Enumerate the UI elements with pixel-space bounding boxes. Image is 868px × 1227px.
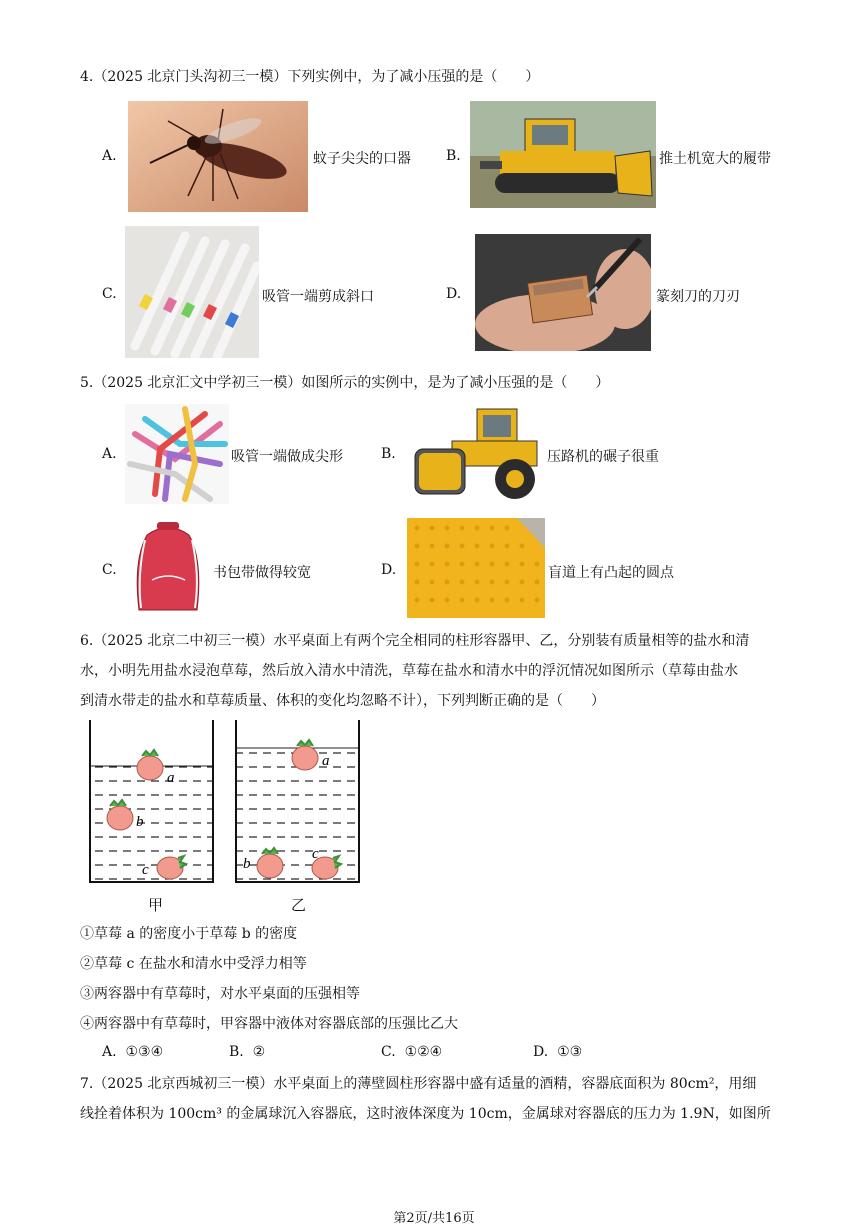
q6-choice-a-text: ①③④: [125, 1044, 164, 1060]
q5-option-b-text: 压路机的碾子很重: [547, 449, 659, 465]
q5-option-c-label: C.: [102, 562, 117, 578]
q6-choice-a-label: A.: [102, 1044, 117, 1060]
strawberry-containers-figure: [80, 718, 370, 918]
q4-stem: 4.（2025 北京门头沟初三一模）下列实例中，为了减小压强的是（ ）: [80, 69, 540, 85]
q5-option-a-text: 吸管一端做成尖形: [231, 449, 343, 465]
q6-stem-line-1: 6.（2025 北京二中初三一模）水平桌面上有两个完全相同的柱形容器甲、乙，分别装有质量相等的盐水和清: [80, 633, 750, 649]
q6-choice-d-text: ①③: [557, 1044, 583, 1060]
q5-option-a-label: A.: [102, 446, 117, 462]
q6-choice-c-label: C.: [381, 1044, 396, 1060]
q6-statement-3: ③两容器中有草莓时，对水平桌面的压强相等: [80, 986, 360, 1002]
mosquito-image: [128, 101, 308, 212]
q5-option-b-label: B.: [381, 446, 396, 462]
svg-text:a: a: [322, 753, 330, 769]
q6-stem-line-2: 水，小明先用盐水浸泡草莓，然后放入清水中清洗，草莓在盐水和清水中的浮沉情况如图所示（草莓由盐水: [80, 663, 738, 679]
q4-option-c-label: C.: [102, 286, 117, 302]
q6-choice-c-text: ①②④: [404, 1044, 443, 1060]
bulldozer-image: [470, 101, 656, 208]
svg-text:b: b: [243, 856, 251, 872]
q7-stem-line-2: 线拴着体积为 100cm³ 的金属球沉入容器底，这时液体深度为 10cm，金属球对容器底的压力为 1.9N，如图所: [80, 1106, 771, 1122]
pointed-straws-image: [125, 404, 229, 504]
svg-text:a: a: [167, 770, 175, 786]
backpack-image: [127, 520, 210, 618]
q6-choice-c: [381, 1044, 442, 1060]
q6-choice-d-label: D.: [533, 1044, 549, 1060]
q4-option-d-text: 篆刻刀的刀刃: [656, 289, 740, 305]
q6-choice-b: [229, 1044, 265, 1060]
page-footer: 第2页/共16页: [393, 1211, 475, 1226]
q4-option-b-label: B.: [446, 148, 461, 164]
q5-option-c-text: 书包带做得较宽: [213, 565, 311, 581]
q6-statement-1: ①草莓 a 的密度小于草莓 b 的密度: [80, 926, 298, 942]
straws-image: [125, 226, 259, 358]
q6-stem: [80, 626, 796, 716]
svg-text:b: b: [136, 814, 144, 830]
q6-choice-d: [533, 1044, 582, 1060]
q6-statement-4: ④两容器中有草莓时，甲容器中液体对容器底部的压强比乙大: [80, 1016, 458, 1032]
q6-statement-2: ②草莓 c 在盐水和清水中受浮力相等: [80, 956, 307, 972]
carving-knife-image: [475, 234, 651, 351]
q4-option-a-text: 蚊子尖尖的口器: [313, 151, 411, 167]
strawberry-a-left: [137, 750, 163, 780]
strawberry-a-right: [292, 740, 318, 770]
q5-option-d-text: 盲道上有凸起的圆点: [548, 565, 674, 581]
tactile-paving-image: [407, 518, 545, 618]
q5-option-d-label: D.: [381, 562, 397, 578]
q6-stem-line-3: 到清水带走的盐水和草莓质量、体积的变化均忽略不计），下列判断正确的是（ ）: [80, 693, 605, 709]
q4-option-d-label: D.: [446, 286, 462, 302]
q6-choice-b-label: B.: [229, 1044, 244, 1060]
road-roller-image: [407, 401, 544, 505]
q6-choice-b-text: ②: [252, 1044, 266, 1060]
q4-option-b-text: 推土机宽大的履带: [659, 151, 771, 167]
q4-option-c-text: 吸管一端剪成斜口: [262, 289, 374, 305]
svg-text:c: c: [312, 846, 319, 862]
q6-choice-a: [102, 1044, 163, 1060]
svg-text:c: c: [142, 862, 149, 878]
q5-stem: 5.（2025 北京汇文中学初三一模）如图所示的实例中，是为了减小压强的是（ ）: [80, 375, 610, 391]
q7-stem-line-1: 7.（2025 北京西城初三一模）水平桌面上的薄壁圆柱形容器中盛有适量的酒精，容器底面积为 80cm²，用细: [80, 1076, 757, 1092]
q7-stem: [80, 1069, 796, 1129]
q4-option-a-label: A.: [102, 148, 117, 164]
container-yi-label: 乙: [291, 896, 307, 914]
container-jia-label: 甲: [148, 896, 164, 914]
